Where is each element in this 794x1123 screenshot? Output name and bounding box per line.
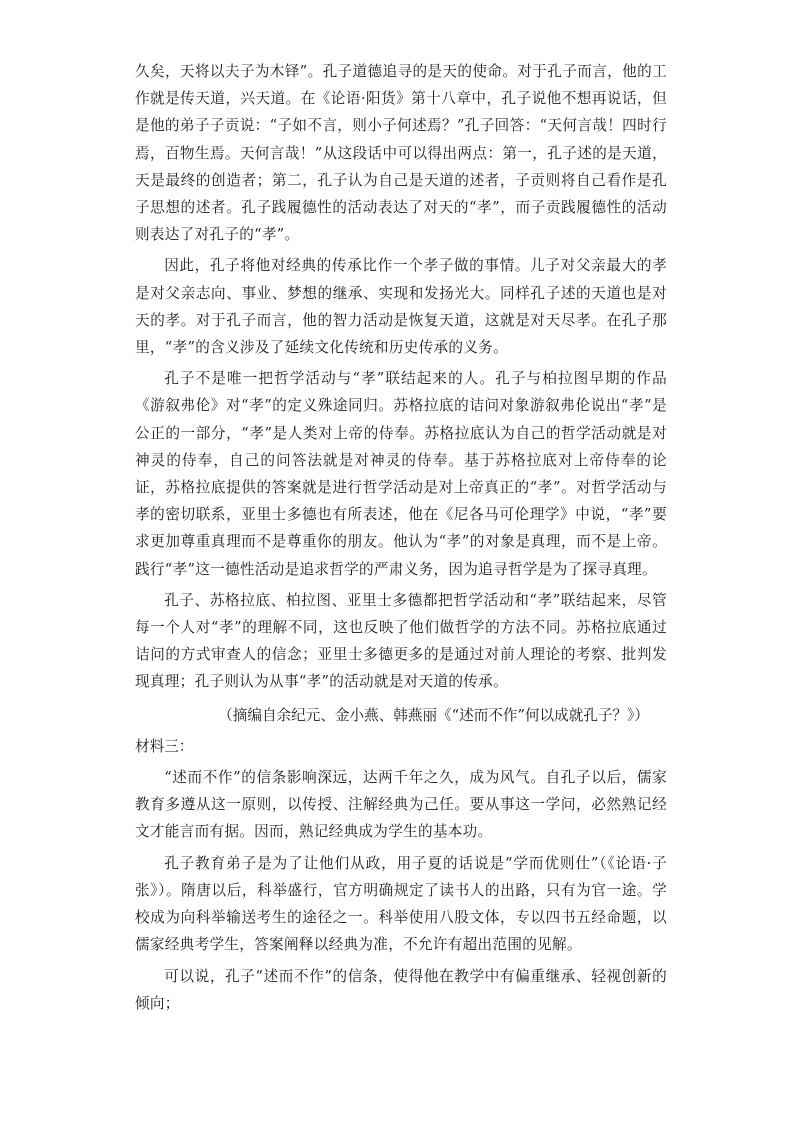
material-three-label: 材料三： bbox=[135, 737, 194, 755]
source-citation: （摘编自余纪元、金小燕、韩燕丽《“述而不作”何以成就孔子？》） bbox=[218, 706, 649, 724]
paragraph-3: 孔子不是唯一把哲学活动与“孝”联结起来的人。孔子与柏拉图早期的作品《游叙弗伦》对“孝”的定义殊途同归。苏格拉底的诘问对象游叙弗伦说出“孝”是公正的一部分，“孝”是人类对上帝的侍奉。苏格拉底认为自己的哲学活动就是对神灵的侍奉，自己的问答法就是对神灵的侍奉。基于苏格拉底对上帝侍奉的论证，苏格拉底提供的答案就是进行哲学活动是对上帝真正的“孝”。对哲学活动与孝的密切联系，亚里士多德也有所表述，他在《尼各马可伦理学》中说，“孝”要求更加尊重真理而不是尊重你的朋友。他认为“孝”的对象是真理，而不是上帝。践行“孝”这一德性活动是追求哲学的严肃义务，因为追寻哲学是为了探寻真理。 bbox=[135, 370, 667, 578]
document-page bbox=[135, 58, 667, 1017]
paragraph-7: 可以说，孔子“述而不作”的信条，使得他在教学中有偏重继承、轻视创新的倾向； bbox=[135, 967, 667, 1012]
paragraph-5: “述而不作”的信条影响深远，达两千年之久，成为风气。自孔子以后，儒家教育多遵从这一原则，以传授、注解经典为己任。要从事这一学问，必然熟记经文才能言而有据。因而，熟记经典成为学生的基本功。 bbox=[135, 769, 667, 841]
paragraph-2: 因此，孔子将他对经典的传承比作一个孝子做的事情。儿子对父亲最大的孝是对父亲志向、事业、梦想的继承、实现和发扬光大。同样孔子述的天道也是对天的孝。对于孔子而言，他的智力活动是恢复天道，这就是对天尽孝。在孔子那里，“孝”的含义涉及了延续文化传统和历史传承的义务。 bbox=[135, 257, 667, 357]
paragraph-4: 孔子、苏格拉底、柏拉图、亚里士多德都把哲学活动和“孝”联结起来，尽管每一个人对“孝”的理解不同，这也反映了他们做哲学的方法不同。苏格拉底通过诘问的方式审查人的信念；亚里士多德更多的是通过对前人理论的考察、批判发现真理；孔子则认为从事“孝”的活动就是对天道的传承。 bbox=[135, 591, 667, 691]
paragraph-6: 孔子教育弟子是为了让他们从政，用子夏的话说是“学而优则仕”（《论语·子张》）。隋唐以后，科举盛行，官方明确规定了读书人的出路，只有为官一途。学校成为向科举输送考生的途径之一。科举使用八股文体，专以四书五经命题，以儒家经典考学生，答案阐释以经典为准，不允许有超出范围的见解。 bbox=[135, 854, 667, 954]
paragraph-1: 久矣，天将以夫子为木铎”。孔子道德追寻的是天的使命。对于孔子而言，他的工作就是传天道，兴天道。在《论语·阳货》第十八章中，孔子说他不想再说话，但是他的弟子子贡说：“子如不言，则小子何述焉？”孔子回答：“天何言哉！四时行焉，百物生焉。天何言哉！”从这段话中可以得出两点：第一，孔子述的是天道，天是最终的创造者；第二，孔子认为自己是天道的述者，子贡则将自己看作是孔子思想的述者。孔子践履德性的活动表达了对天的“孝”，而子贡践履德性的活动则表达了对孔子的“孝”。 bbox=[135, 63, 667, 244]
